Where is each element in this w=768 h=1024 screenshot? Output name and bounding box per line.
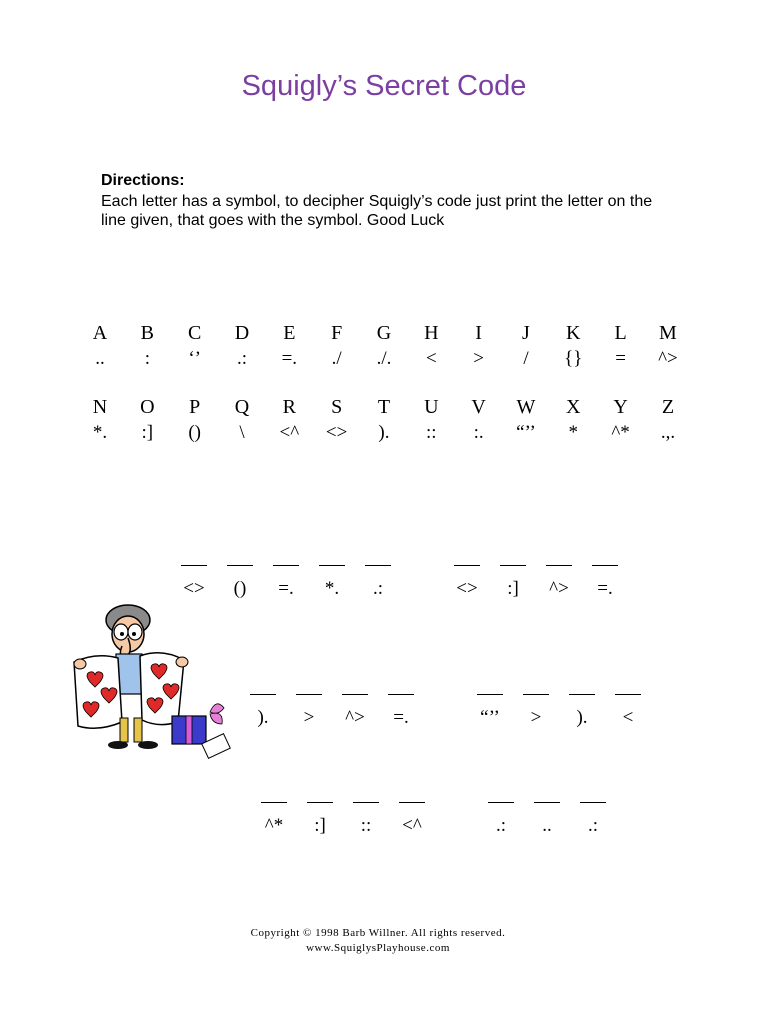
key-symbol: :] — [141, 422, 154, 443]
answer-blank[interactable] — [343, 802, 389, 837]
code-symbol: =. — [597, 578, 613, 599]
key-letter: F — [331, 322, 343, 344]
answer-line[interactable] — [319, 565, 345, 566]
key-symbol: = — [615, 348, 626, 369]
key-symbol: > — [473, 348, 484, 369]
key-letter: X — [566, 396, 581, 418]
key-symbol: : — [144, 348, 150, 369]
code-symbol: .: — [372, 578, 384, 599]
answer-line[interactable] — [569, 694, 595, 695]
code-symbol: > — [303, 707, 315, 728]
code-symbol: < — [622, 707, 634, 728]
answer-line[interactable] — [342, 694, 368, 695]
code-symbol: .: — [495, 815, 507, 836]
key-letter: E — [283, 322, 296, 344]
key-symbol: <^ — [279, 422, 300, 443]
key-symbol: “’’ — [516, 422, 536, 443]
key-letters-row-2 — [78, 396, 690, 419]
code-symbol: ^> — [549, 578, 569, 599]
answer-blank[interactable] — [605, 694, 651, 729]
key-symbol: :. — [473, 422, 484, 443]
answer-line[interactable] — [261, 802, 287, 803]
website-link[interactable]: www.SquiglysPlayhouse.com — [306, 942, 450, 954]
key-symbol: \ — [239, 422, 245, 443]
key-letter: I — [475, 322, 482, 344]
answer-blank[interactable] — [286, 694, 332, 729]
code-symbol: ^* — [264, 815, 284, 836]
answer-line[interactable] — [399, 802, 425, 803]
answer-line[interactable] — [250, 694, 276, 695]
answer-blank[interactable] — [332, 694, 378, 729]
key-symbol: / — [523, 348, 529, 369]
key-symbol: .,. — [660, 422, 676, 443]
key-letter: K — [566, 322, 581, 344]
puzzle-word — [240, 694, 424, 729]
key-letter: L — [614, 322, 627, 344]
code-symbol: :] — [314, 815, 326, 836]
directions-heading: Directions: — [101, 172, 185, 189]
key-letter: N — [92, 396, 108, 418]
answer-blank[interactable] — [171, 565, 217, 600]
answer-line[interactable] — [365, 565, 391, 566]
directions-text: Each letter has a symbol, to decipher Squigly’s code just print the letter on the line given, that goes with the symbol. Good Luck — [101, 193, 653, 229]
code-symbol: <> — [183, 578, 205, 599]
key-symbol: ^> — [658, 348, 678, 369]
puzzle-word — [171, 565, 401, 600]
answer-line[interactable] — [388, 694, 414, 695]
key-symbols-row-2 — [78, 422, 690, 444]
answer-blank[interactable] — [524, 802, 570, 837]
key-letter: Y — [613, 396, 628, 418]
answer-line[interactable] — [454, 565, 480, 566]
key-symbol: < — [425, 348, 437, 369]
code-symbol: ). — [576, 707, 588, 728]
answer-line[interactable] — [181, 565, 207, 566]
key-letter: R — [282, 396, 296, 418]
answer-line[interactable] — [227, 565, 253, 566]
code-symbol: ^> — [345, 707, 365, 728]
key-letter: T — [377, 396, 391, 418]
answer-line[interactable] — [488, 802, 514, 803]
key-symbol: :: — [426, 422, 437, 443]
key-symbol: * — [568, 422, 579, 443]
key-letter: Z — [661, 396, 675, 418]
answer-blank[interactable] — [309, 565, 355, 600]
key-letter: D — [234, 322, 250, 344]
copyright-text: Copyright © 1998 Barb Willner. All rights reserved. — [250, 927, 506, 939]
key-letter: O — [140, 396, 155, 418]
answer-blank[interactable] — [582, 565, 628, 600]
code-symbol: > — [530, 707, 542, 728]
puzzle-word — [251, 802, 435, 837]
key-symbol: () — [188, 422, 201, 443]
answer-blank[interactable] — [389, 802, 435, 837]
answer-blank[interactable] — [355, 565, 401, 600]
code-symbol: () — [233, 578, 247, 599]
key-symbol: =. — [281, 348, 298, 369]
key-symbol: ^* — [611, 422, 630, 443]
key-letter: G — [376, 322, 392, 344]
answer-blank[interactable] — [217, 565, 263, 600]
answer-line[interactable] — [580, 802, 606, 803]
answer-blank[interactable] — [559, 694, 605, 729]
answer-line[interactable] — [353, 802, 379, 803]
key-letter: W — [516, 396, 536, 418]
answer-line[interactable] — [534, 802, 560, 803]
puzzle-word — [478, 802, 616, 837]
answer-line[interactable] — [307, 802, 333, 803]
key-symbols-row-1 — [78, 348, 690, 370]
key-symbol: {} — [564, 348, 583, 369]
answer-line[interactable] — [523, 694, 549, 695]
key-letter: C — [187, 322, 202, 344]
code-symbol: :] — [507, 578, 519, 599]
puzzle-word — [444, 565, 628, 600]
answer-blank[interactable] — [478, 802, 524, 837]
page-title: Squigly’s Secret Code — [241, 70, 527, 102]
code-symbol: ). — [257, 707, 269, 728]
key-letters-row-1 — [78, 322, 690, 345]
code-symbol: .. — [542, 815, 552, 836]
key-symbol: ./ — [331, 348, 342, 369]
key-letter: M — [659, 322, 677, 344]
answer-blank[interactable] — [490, 565, 536, 600]
code-symbol: =. — [278, 578, 294, 599]
answer-blank[interactable] — [378, 694, 424, 729]
answer-blank[interactable] — [297, 802, 343, 837]
code-symbol: “’’ — [480, 707, 500, 728]
code-symbol: =. — [393, 707, 409, 728]
puzzle-word — [467, 694, 651, 729]
squigly-gift-clipart-icon — [70, 598, 246, 774]
answer-blank[interactable] — [513, 694, 559, 729]
key-symbol: ). — [378, 422, 390, 443]
answer-line[interactable] — [296, 694, 322, 695]
key-symbol: <> — [325, 422, 348, 443]
key-letter: H — [424, 322, 439, 344]
key-letter: U — [424, 396, 439, 418]
answer-blank[interactable] — [240, 694, 286, 729]
answer-line[interactable] — [273, 565, 299, 566]
code-symbol: *. — [324, 578, 340, 599]
key-letter: Q — [234, 396, 250, 418]
answer-blank[interactable] — [263, 565, 309, 600]
answer-line[interactable] — [500, 565, 526, 566]
code-symbol: <^ — [402, 815, 422, 836]
key-symbol: ‘’ — [188, 348, 201, 369]
answer-line[interactable] — [477, 694, 503, 695]
answer-blank[interactable] — [570, 802, 616, 837]
code-symbol: .: — [587, 815, 599, 836]
answer-blank[interactable] — [251, 802, 297, 837]
answer-line[interactable] — [592, 565, 618, 566]
answer-blank[interactable] — [444, 565, 490, 600]
key-letter: A — [92, 322, 108, 344]
key-symbol: *. — [92, 422, 108, 443]
answer-line[interactable] — [615, 694, 641, 695]
answer-line[interactable] — [546, 565, 572, 566]
key-letter: V — [471, 396, 486, 418]
answer-blank[interactable] — [467, 694, 513, 729]
code-symbol: :: — [360, 815, 372, 836]
key-letter: J — [522, 322, 530, 344]
answer-blank[interactable] — [536, 565, 582, 600]
key-letter: P — [189, 396, 201, 418]
key-letter: B — [140, 322, 154, 344]
key-symbol: .: — [236, 348, 247, 369]
key-letter: S — [331, 396, 343, 418]
code-symbol: <> — [456, 578, 478, 599]
key-symbol: .. — [95, 348, 105, 369]
key-symbol: ./. — [376, 348, 392, 369]
